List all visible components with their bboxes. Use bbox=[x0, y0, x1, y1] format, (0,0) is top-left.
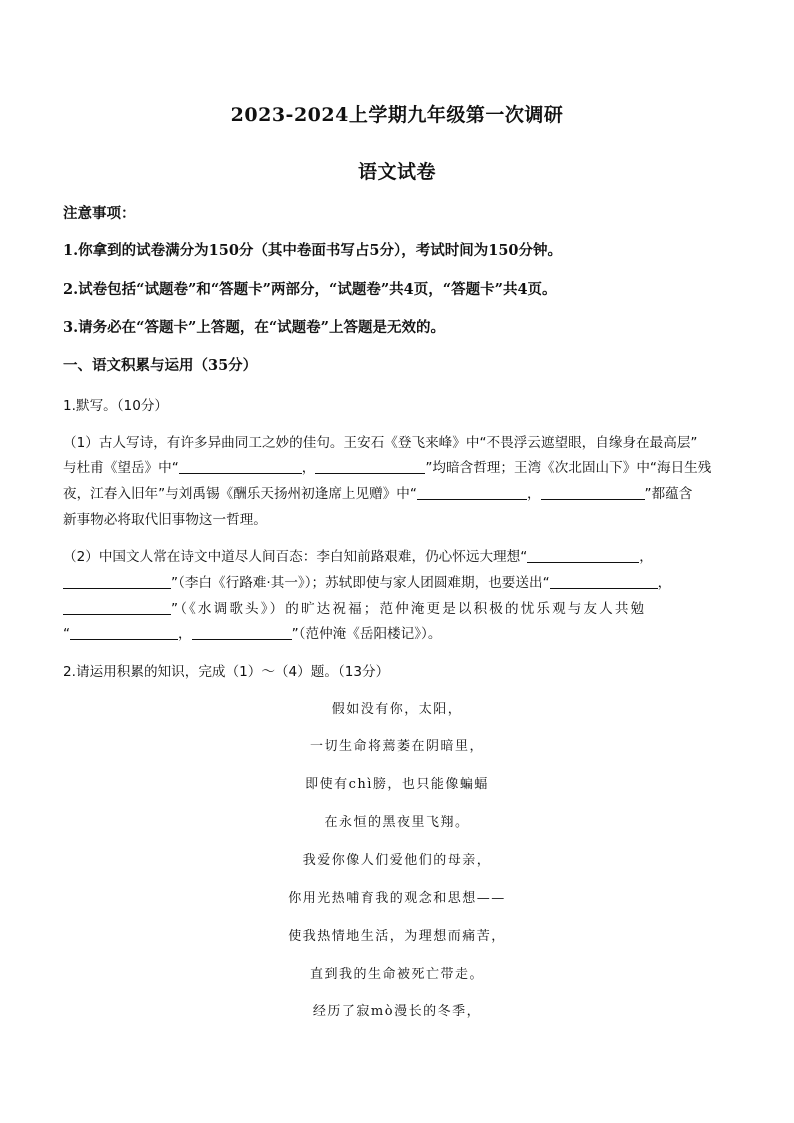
q1-part2-line1-text-a: （2）中国文人常在诗文中道尽人间百态：李白知前路艰难，仍心怀远大理想“ bbox=[63, 549, 528, 565]
note-item-1: 1.你拿到的试卷满分为150分（其中卷面书写占5分），考试时间为150分钟。 bbox=[63, 242, 563, 259]
q1-part1-line1: （1）古人写诗，有许多异曲同工之妙的佳句。王安石《登飞来峰》中“不畏浮云遮望眼，自缘身在最高层” bbox=[63, 435, 698, 451]
q1-part2-line3-text-a: ”（《水调歌头》）的旷达祝福；范仲淹更是以积极的忧乐观与友人共勉 bbox=[171, 601, 647, 617]
poem-line-9: 经历了寂mò漫长的冬季， bbox=[312, 1004, 482, 1019]
q1-part1-line3-text-b: ， bbox=[526, 486, 541, 502]
question-1-stem: 1.默写。（10分） bbox=[63, 398, 169, 414]
q1-part1-line3-text-c: ”都蕴含 bbox=[644, 486, 693, 502]
q1-part2-line1 bbox=[63, 545, 733, 565]
q1-part1-line3-text-a: 夜，江春入旧年”与刘禹锡《酬乐天扬州初逢席上见赠》中“ bbox=[63, 486, 417, 502]
section-heading: 一、语文积累与运用（35分） bbox=[63, 357, 258, 374]
q1-part2-line4-text-c: ”（范仲淹《岳阳楼记》）。 bbox=[291, 626, 442, 642]
exam-title: 2023-2024上学期九年级第一次调研 bbox=[230, 104, 564, 126]
q1-part1-line3 bbox=[63, 482, 733, 502]
answer-blank[interactable] bbox=[541, 485, 645, 500]
answer-blank[interactable] bbox=[192, 625, 292, 640]
q1-part2-line4 bbox=[63, 622, 733, 642]
q1-part2-line4-text-b: ， bbox=[178, 626, 192, 642]
q1-part1-line2 bbox=[63, 456, 733, 476]
poem-line-1: 假如没有你，太阳， bbox=[331, 702, 463, 717]
poem-line-3: 即使有chì膀，也只能像蝙蝠 bbox=[305, 777, 489, 792]
q1-part1-line4: 新事物必将取代旧事物这一哲理。 bbox=[63, 512, 267, 528]
q1-part2-line2 bbox=[63, 571, 733, 591]
poem-line-7: 使我热情地生活，为理想而痛苦， bbox=[288, 929, 506, 944]
q1-part2-line3 bbox=[63, 597, 733, 617]
answer-blank[interactable] bbox=[63, 574, 171, 589]
q1-part1-line2-text-a: 与杜甫《望岳》中“ bbox=[63, 460, 179, 476]
answer-blank[interactable] bbox=[63, 600, 171, 615]
poem-line-6: 你用光热哺育我的观念和思想—— bbox=[288, 891, 506, 906]
q1-part2-line1-text-b: ， bbox=[639, 549, 653, 565]
answer-blank[interactable] bbox=[70, 625, 178, 640]
question-2-stem: 2.请运用积累的知识，完成（1）～（4）题。（13分） bbox=[63, 664, 390, 680]
exam-subtitle: 语文试卷 bbox=[357, 161, 436, 183]
answer-blank[interactable] bbox=[527, 548, 639, 563]
poem-line-2: 一切生命将蔫萎在阴暗里， bbox=[309, 739, 484, 754]
note-item-3: 3.请务必在“答题卡”上答题，在“试题卷”上答题是无效的。 bbox=[63, 319, 445, 336]
q1-part2-line2-text-a: ”（李白《行路难·其一》）；苏轼即使与家人团圆难期，也要送出“ bbox=[171, 575, 550, 591]
q1-part2-line4-text-a: “ bbox=[63, 626, 71, 642]
poem-line-8: 直到我的生命被死亡带走。 bbox=[309, 967, 484, 982]
notes-heading: 注意事项： bbox=[63, 205, 136, 222]
q1-part1-line2-text-c: ”均暗含哲理；王湾《次北固山下》中“海日生残 bbox=[425, 460, 712, 476]
note-item-2: 2.试卷包括“试题卷”和“答题卡”两部分，“试题卷”共4页，“答题卡”共4页。 bbox=[63, 281, 557, 298]
q1-part2-line2-text-b: ， bbox=[657, 575, 672, 591]
poem-line-4: 在永恒的黑夜里飞翔。 bbox=[324, 815, 470, 830]
poem-line-5: 我爱你像人们爱他们的母亲， bbox=[302, 853, 492, 868]
answer-blank[interactable] bbox=[315, 459, 425, 474]
answer-blank[interactable] bbox=[417, 485, 527, 500]
q1-part1-line2-text-b: ， bbox=[301, 460, 316, 476]
answer-blank[interactable] bbox=[179, 459, 302, 474]
answer-blank[interactable] bbox=[550, 574, 658, 589]
